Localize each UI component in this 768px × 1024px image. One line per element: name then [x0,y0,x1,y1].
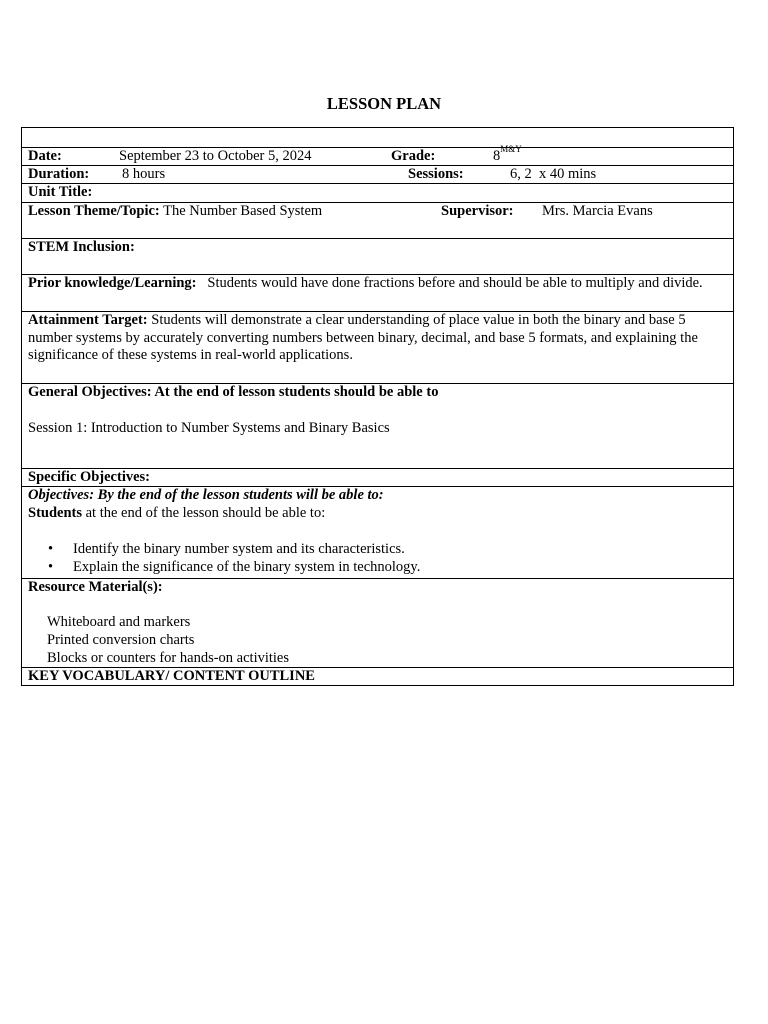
stem-row [22,238,733,274]
objective-text: Identify the binary number system and its characteristics. [73,541,405,557]
bullet-dot-icon: • [48,558,54,575]
resources-list [28,614,727,668]
resources-row [22,578,733,667]
students-rest: at the end of the lesson should be able to: [85,504,326,521]
prior-knowledge-row [22,274,733,311]
theme-label: Lesson Theme/Topic: [28,203,160,219]
duration-sessions-row [22,165,733,183]
attainment-text [28,312,727,365]
list-item [28,541,727,559]
lesson-plan-table [21,127,734,686]
theme-value: The Number Based System [163,203,323,219]
list-item: Blocks or counters for hands-on activities [47,649,290,666]
grade-superscript: M&Y [500,144,522,155]
grade-value: 8 [493,148,501,164]
duration-label: Duration: [28,166,90,182]
date-label: Date: [28,148,62,164]
attainment-value: Students will demonstrate a clear understanding of place value in both the binary and base 5 number systems by accurately converting numbers between binary, decimal, and base 5 formats, and explaining the significance of these systems in real-world applications. [28,312,698,363]
bullet-dot-icon: • [48,541,54,557]
unit-title-row [22,183,733,202]
objectives-list [28,541,727,576]
theme-cell [28,203,322,221]
general-objectives-row [22,383,733,468]
date-value: September 23 to October 5, 2024 [119,148,312,164]
attainment-label: Attainment Target: [28,312,148,328]
attainment-row [22,311,733,383]
session-one-text: Session 1: Introduction to Number Systems and Binary Basics [28,419,390,436]
sessions-value: 6, 2 x 40 mins [510,166,597,182]
specific-objectives-label: Specific Objectives: [28,469,151,485]
stem-label: STEM Inclusion: [28,239,135,255]
supervisor-label: Supervisor: [441,203,514,219]
grade-label: Grade: [391,148,436,164]
general-objectives-label: General Objectives: At the end of lesson students should be able to [28,384,439,400]
page-title: LESSON PLAN [326,94,442,113]
resources-label: Resource Material(s): [28,579,163,595]
key-vocabulary-label: KEY VOCABULARY/ CONTENT OUTLINE [28,668,315,684]
theme-supervisor-row [22,202,733,238]
specific-objectives-row [22,468,733,486]
list-item: Printed conversion charts [47,631,195,648]
duration-value: 8 hours [122,166,166,182]
list-item: Whiteboard and markers [47,613,191,630]
supervisor-value: Mrs. Marcia Evans [542,203,653,219]
objectives-detail-row [22,486,733,578]
students-bold: Students [28,504,82,521]
key-vocabulary-row [22,667,733,685]
sessions-label: Sessions: [408,166,464,182]
grade-value-wrap [493,144,522,166]
prior-knowledge-value: Students would have done fractions before and should be able to multiply and divide. [207,275,703,291]
objectives-intro: Objectives: By the end of the lesson students will be able to: [28,487,384,503]
empty-header-row [22,128,733,147]
objective-text: Explain the significance of the binary system in technology. [73,558,421,575]
students-line [28,505,727,523]
list-item [28,559,727,577]
prior-knowledge-text [28,275,727,293]
prior-knowledge-label: Prior knowledge/Learning: [28,275,197,291]
date-grade-row [22,144,733,165]
unit-title-label: Unit Title: [28,184,93,200]
